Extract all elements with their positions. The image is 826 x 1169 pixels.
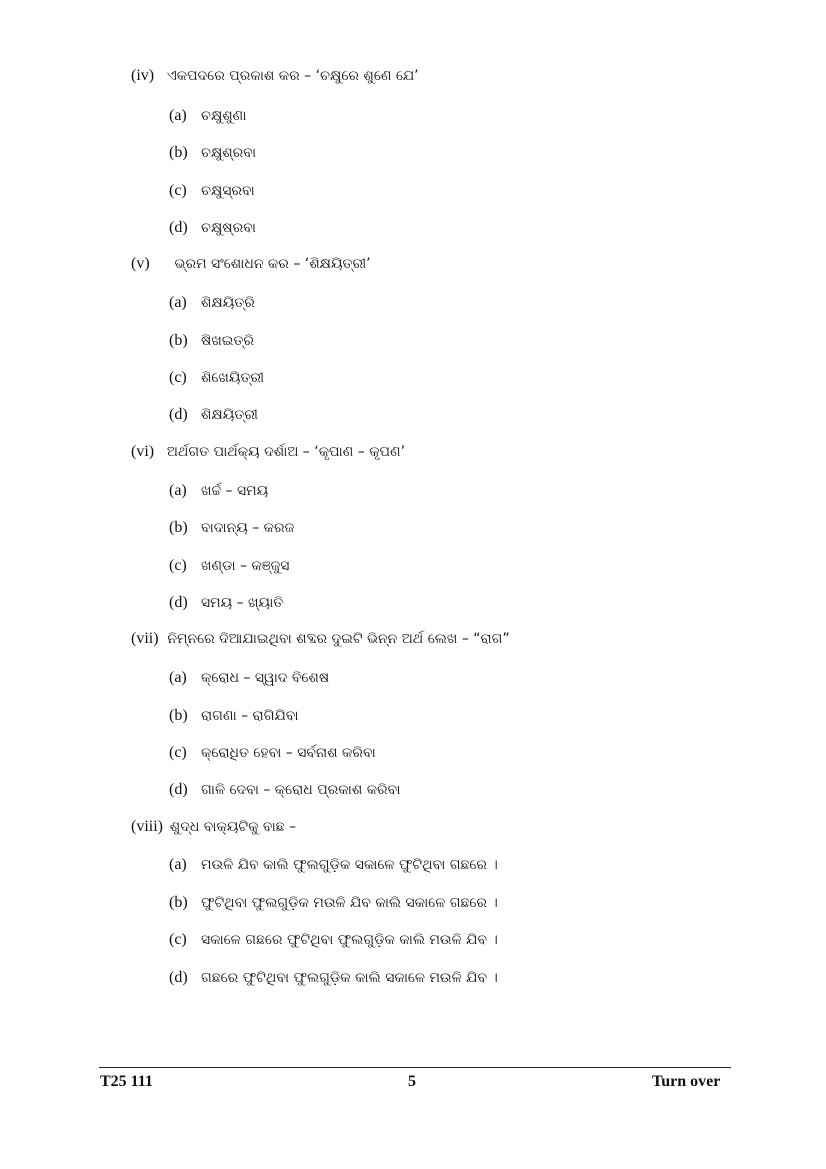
option-vii-c — [169, 742, 376, 762]
question-viii — [131, 817, 296, 836]
option-text: ଚକ୍ଷୁଶୁଣା — [201, 108, 247, 124]
option-viii-a — [169, 854, 498, 874]
option-vii-a — [169, 667, 329, 687]
option-label: (c) — [169, 931, 187, 948]
option-text: କ୍ରୋଧ – ସ୍ୱାଦ ବିଶେଷ — [201, 670, 330, 686]
option-vi-d — [169, 592, 283, 612]
option-text: ଶିକ୍ଷୟିତ୍ରୀ — [201, 407, 258, 423]
question-number: (vii) — [131, 630, 159, 647]
option-viii-d — [169, 967, 498, 987]
option-v-d — [169, 404, 258, 424]
question-stem: ଅର୍ଥଗତ ପାର୍ଥକ୍ୟ ଦର୍ଶାଅ – ‘କୃପାଣ – କୃପଣ’ — [166, 444, 406, 460]
option-text: ଶିଖେୟିତ୍ରୀ — [201, 370, 265, 386]
option-text: ବାଦାନ୍ୟ – କରଜ — [201, 520, 295, 536]
option-label: (d) — [169, 406, 188, 423]
option-iv-a — [169, 105, 246, 125]
question-stem: ଭ୍ରମ ସଂଶୋଧନ କର – ‘ଶିକ୍ଷୟିତ୍ରୀ’ — [174, 256, 371, 272]
option-v-a — [169, 292, 255, 312]
option-label: (c) — [169, 557, 187, 574]
option-label: (c) — [169, 182, 187, 199]
option-label: (b) — [169, 894, 188, 911]
option-text: ଚକ୍ଷୁଷ୍ରବା — [201, 220, 256, 236]
option-text: ଫୁଟିଥିବା ଫୁଲଗୁଡ଼ିକ ମଉଳି ଯିବ କାଲି ସକାଳେ ଗଛରେ । — [201, 895, 498, 911]
question-stem: ନିମ୍ନରେ ଦିଆଯାଇଥିବା ଶବ୍ଦର ଦୁଇଟି ଭିନ୍ନ ଅର୍ଥ ଲେଖ – “ରାଗ” — [167, 631, 510, 647]
option-text: ଷିଖଇତ୍ରି — [201, 333, 255, 349]
option-label: (d) — [169, 219, 188, 236]
question-vii — [131, 629, 510, 648]
option-v-c — [169, 367, 264, 387]
question-number: (iv) — [131, 67, 155, 84]
option-vii-b — [169, 705, 299, 725]
option-text: ସକାଳେ ଗଛରେ ଫୁଟିଥିବା ଫୁଲଗୁଡ଼ିକ କାଲି ମଉଳି ଯିବ । — [201, 932, 498, 948]
option-text: ଗାଳି ଦେବା – କ୍ରୋଧ ପ୍ରକାଶ କରିବା — [201, 782, 401, 798]
option-text: ଖର୍ଚ୍ଚ – ସମୟ — [201, 483, 269, 499]
option-label: (a) — [169, 107, 187, 124]
option-vii-d — [169, 779, 400, 799]
option-label: (b) — [169, 144, 188, 161]
option-vi-a — [169, 480, 268, 500]
option-label: (a) — [169, 294, 187, 311]
option-text: ସମୟ – ଖ୍ୟାତି — [201, 595, 284, 611]
question-v — [131, 254, 371, 273]
option-iv-d — [169, 217, 256, 237]
question-number: (vi) — [131, 443, 155, 460]
option-text: ଗଛରେ ଫୁଟିଥିବା ଫୁଲଗୁଡ଼ିକ କାଲି ସକାଳେ ମଉଳି ଯିବ । — [201, 970, 498, 986]
option-label: (c) — [169, 369, 187, 386]
option-text: ଖଣ୍ଡା – କଞ୍ଜୁସ — [201, 558, 290, 574]
option-iv-b — [169, 142, 256, 162]
option-label: (b) — [169, 332, 188, 349]
option-label: (b) — [169, 519, 188, 536]
turn-over-note: Turn over — [652, 1073, 721, 1090]
option-text: ଚକ୍ଷୁସ୍ରବା — [201, 183, 255, 199]
option-label: (b) — [169, 707, 188, 724]
option-iv-c — [169, 180, 255, 200]
question-vi — [131, 442, 405, 461]
option-label: (d) — [169, 969, 188, 986]
option-v-b — [169, 330, 254, 350]
option-label: (d) — [169, 781, 188, 798]
option-text: ଚକ୍ଷୁଶ୍ରବା — [201, 145, 257, 161]
option-viii-b — [169, 892, 498, 912]
question-stem: ଏକପଦରେ ପ୍ରକାଶ କର – ‘ଚକ୍ଷୁରେ ଶୁଣେ ଯେ’ — [166, 68, 419, 84]
option-viii-c — [169, 929, 498, 949]
option-text: ମଉଳି ଯିବ କାଲି ଫୁଲଗୁଡ଼ିକ ସକାଳେ ଫୁଟିଥିବା ଗଛରେ । — [201, 857, 498, 873]
option-label: (a) — [169, 669, 187, 686]
option-vi-c — [169, 555, 289, 575]
option-label: (a) — [169, 482, 187, 499]
question-number: (v) — [131, 255, 150, 272]
question-iv — [131, 66, 419, 85]
footer-divider — [99, 1067, 731, 1068]
option-text: ଶିକ୍ଷୟିତ୍ରି — [201, 295, 255, 311]
option-label: (c) — [169, 744, 187, 761]
option-vi-b — [169, 517, 294, 537]
question-number: (viii) — [131, 818, 163, 835]
option-label: (a) — [169, 856, 187, 873]
page-number: 5 — [408, 1073, 416, 1090]
option-label: (d) — [169, 594, 188, 611]
option-text: ରାଗଣା – ରାଗିଯିବା — [201, 708, 299, 724]
paper-code: T25 111 — [100, 1073, 153, 1090]
question-stem: ଶୁଦ୍ଧ ବାକ୍ୟଟିକୁ ବାଛ – — [169, 819, 296, 835]
option-text: କ୍ରୋଧିତ ହେବା – ସର୍ବନାଶ କରିବା — [201, 745, 376, 761]
